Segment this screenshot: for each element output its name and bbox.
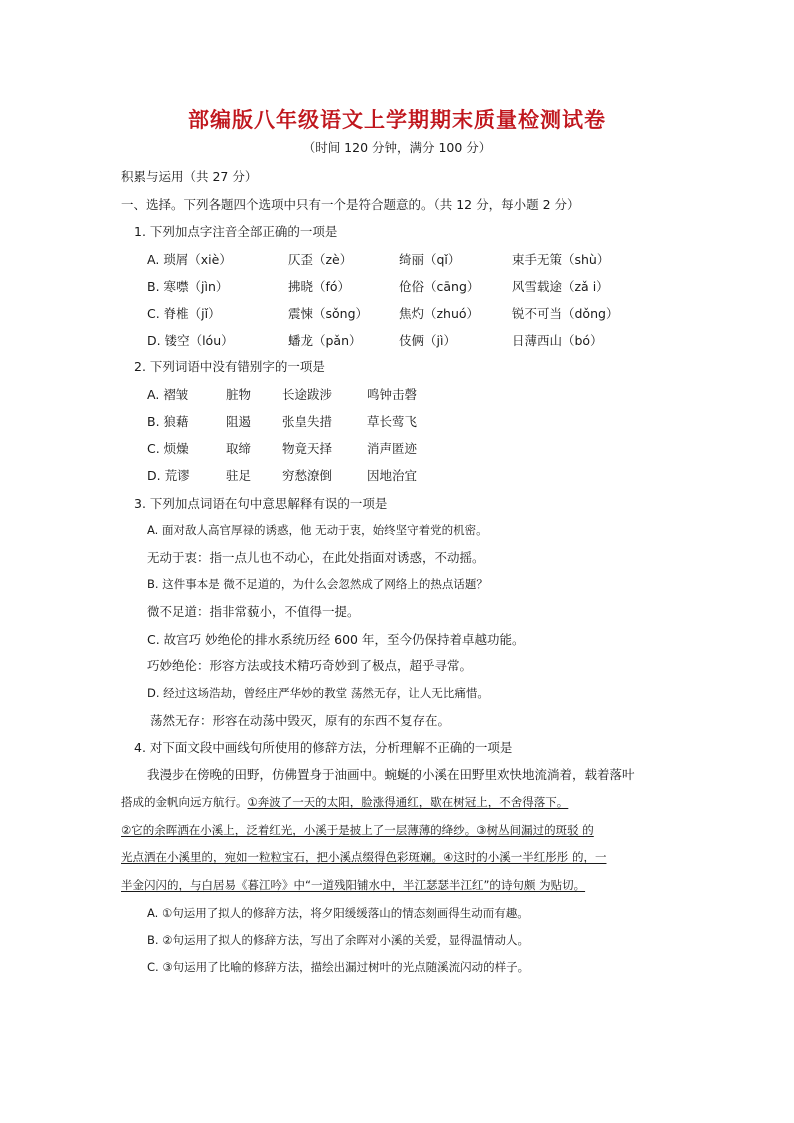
q1-option-row-1-item-2: 仄歪（zè）	[288, 252, 353, 267]
q2-option-row-1-item-4: 鸣钟击磬	[367, 387, 418, 402]
q2-option-row-1-item-3: 长途跋涉	[282, 387, 333, 402]
question-3-option-d: D. 经过这场浩劫，曾经庄严华妙的教堂 荡然无存，让人无比痛惜。	[147, 686, 489, 700]
exam-info: （时间 120 分钟，满分 100 分）	[302, 140, 492, 155]
passage-line-3: ②它的余晖洒在小溪上，泛着红光，小溪于是披上了一层薄薄的绛纱。③树丛间漏过的斑驳 的	[121, 823, 594, 837]
question-4-option-c: C. ③句运用了比喻的修辞方法，描绘出漏过树叶的光点随溪流闪动的样子。	[147, 960, 530, 974]
q1-option-row-2-item-2: 拂晓（fó）	[288, 279, 351, 294]
question-3-explain-d: 荡然无存：形容在动荡中毁灭，原有的东西不复存在。	[150, 713, 451, 728]
q2-option-row-3-item-4: 消声匿迹	[367, 441, 418, 456]
q2-option-row-1-item-2: 脏物	[226, 387, 252, 402]
q2-option-row-4-item-3: 穷愁潦倒	[282, 468, 333, 483]
question-3-explain-a: 无动于衷：指一点儿也不动心，在此处指面对诱惑，不动摇。	[147, 550, 485, 565]
q2-option-row-3-item-1: C. 烦燥	[147, 441, 189, 456]
q2-option-row-3-item-3: 物竟天择	[282, 441, 333, 456]
q2-option-row-1-item-1: A. 褶皱	[147, 387, 189, 402]
question-3-stem: 3. 下列加点词语在句中意思解释有误的一项是	[134, 496, 388, 511]
part-heading: 一、选择。下列各题四个选项中只有一个是符合题意的。（共 12 分，每小题 2 分）	[121, 197, 580, 212]
passage-line-2	[121, 794, 568, 810]
question-2-stem: 2. 下列词语中没有错别字的一项是	[134, 359, 325, 374]
section-heading: 积累与运用（共 27 分）	[121, 169, 258, 184]
q1-option-row-2-item-3: 伧俗（cāng）	[399, 279, 480, 294]
q2-option-row-4-item-2: 驻足	[226, 468, 252, 483]
question-4-option-a: A. ①句运用了拟人的修辞方法，将夕阳缓缓落山的情态刻画得生动而有趣。	[147, 906, 529, 920]
q1-option-row-3-item-2: 震悚（sǒng）	[288, 306, 369, 321]
q1-option-row-1-item-1: A. 琐屑（xiè）	[147, 252, 232, 267]
q1-option-row-3-item-1: C. 脊椎（jǐ）	[147, 306, 221, 321]
question-4-stem: 4. 对下面文段中画线句所使用的修辞方法，分析理解不正确的一项是	[134, 740, 513, 755]
q1-option-row-4-item-1: D. 镂空（lóu）	[147, 333, 234, 348]
q1-option-row-2-item-1: B. 寒噤（jìn）	[147, 279, 229, 294]
q2-option-row-4-item-1: D. 荒谬	[147, 468, 190, 483]
passage-text: 搭成的金帆向远方航行。	[121, 795, 248, 809]
page-title: 部编版八年级语文上学期期末质量检测试卷	[188, 107, 606, 132]
question-1-stem: 1. 下列加点字注音全部正确的一项是	[134, 224, 338, 239]
q2-option-row-3-item-2: 取缔	[226, 441, 252, 456]
passage-line-5: 半金闪闪的，与白居易《暮江吟》中“一道残阳铺水中，半江瑟瑟半江红”的诗句颇 为贴切。	[121, 878, 586, 892]
q1-option-row-3-item-4: 锐不可当（dǒng）	[512, 306, 619, 321]
question-3-explain-c: 巧妙绝伦：形容方法或技术精巧奇妙到了极点，超乎寻常。	[147, 658, 473, 673]
question-3-option-c: C. 故宫巧 妙绝伦的排水系统历经 600 年，至今仍保持着卓越功能。	[147, 632, 525, 647]
q1-option-row-4-item-2: 蟠龙（pǎn）	[288, 333, 362, 348]
q1-option-row-1-item-3: 绮丽（qǐ）	[399, 252, 461, 267]
q1-option-row-4-item-4: 日薄西山（bó）	[512, 333, 603, 348]
question-3-option-b: B. 这件事本是 微不足道的，为什么会忽然成了网络上的热点话题？	[147, 577, 488, 591]
q1-option-row-3-item-3: 焦灼（zhuó）	[399, 306, 480, 321]
q2-option-row-2-item-2: 阻遏	[226, 414, 252, 429]
question-3-option-a: A. 面对敌人高官厚禄的诱惑，他 无动于衷，始终坚守着党的机密。	[147, 523, 488, 537]
q2-option-row-2-item-1: B. 狼藉	[147, 414, 189, 429]
q2-option-row-2-item-3: 张皇失措	[282, 414, 333, 429]
passage-line-4: 光点洒在小溪里的，宛如一粒粒宝石，把小溪点缀得色彩斑斓。④这时的小溪一半红彤彤 的，一	[121, 850, 607, 864]
underlined-sentence-1: ①奔波了一天的太阳，脸涨得通红，歇在树冠上，不舍得落下。	[247, 795, 569, 809]
passage-line-1: 我漫步在傍晚的田野，仿佛置身于油画中。蜿蜒的小溪在田野里欢快地流淌着，载着落叶	[147, 767, 635, 782]
q1-option-row-1-item-4: 束手无策（shù）	[512, 252, 610, 267]
question-3-explain-b: 微不足道：指非常藐小，不值得一提。	[147, 604, 360, 619]
question-4-option-b: B. ②句运用了拟人的修辞方法，写出了余晖对小溪的关爱，显得温情动人。	[147, 933, 530, 947]
q1-option-row-2-item-4: 风雪载途（zǎ i）	[512, 279, 609, 294]
q2-option-row-2-item-4: 草长莺飞	[367, 414, 418, 429]
q1-option-row-4-item-3: 伎俩（jì）	[399, 333, 456, 348]
q2-option-row-4-item-4: 因地治宜	[367, 468, 418, 483]
